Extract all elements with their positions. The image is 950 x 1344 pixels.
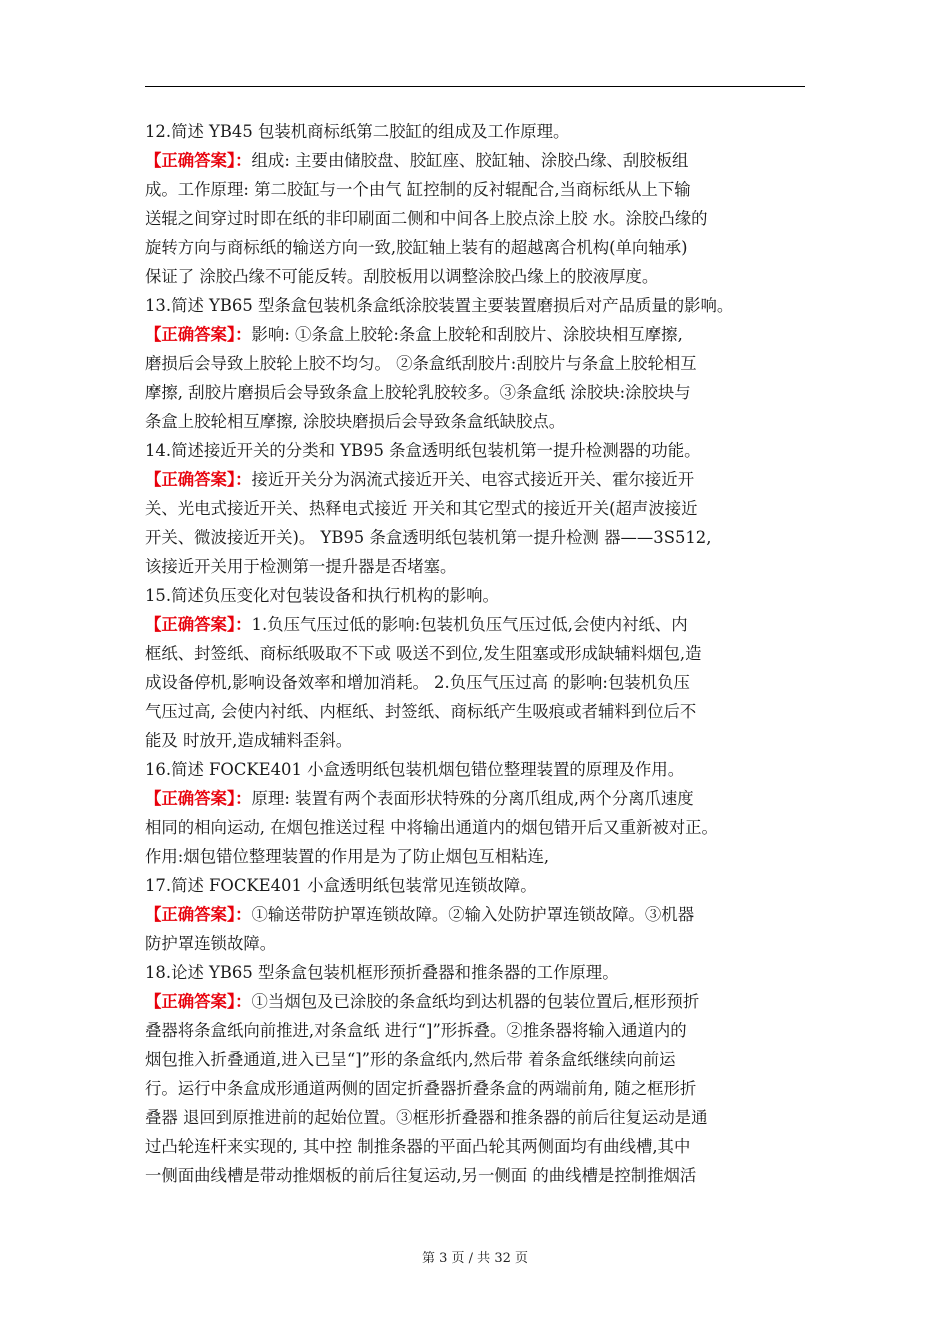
text-line (145, 639, 805, 668)
line-text: 15.简述负压变化对包装设备和执行机构的影响。 (145, 586, 499, 605)
answer-label: 【正确答案】： (145, 789, 252, 808)
question-line (145, 436, 805, 465)
text-line (145, 697, 805, 726)
question-line (145, 581, 805, 610)
answer-line (145, 987, 805, 1016)
text-line (145, 1103, 805, 1132)
text-line (145, 929, 805, 958)
line-text: ①当烟包及已涂胶的条盒纸均到达机器的包装位置后,框形预折 (251, 992, 700, 1011)
line-text: 叠器将条盒纸向前推进,对条盒纸 进行“]”形拆叠。②推条器将输入通道内的 (145, 1021, 687, 1040)
line-text: 叠器 退回到原推进前的起始位置。③框形折叠器和推条器的前后往复运动是通 (145, 1108, 708, 1127)
line-text: 1.负压气压过低的影响:包装机负压气压过低,会使内衬纸、内 (251, 615, 688, 634)
line-text: 相同的相向运动, 在烟包推送过程 中将输出通道内的烟包错开后又重新被对正。 (145, 818, 718, 837)
line-text: ①输送带防护罩连锁故障。②输入处防护罩连锁故障。③机器 (251, 905, 695, 924)
line-text: 送辊之间穿过时即在纸的非印刷面二侧和中间各上胶点涂上胶 水。涂胶凸缘的 (145, 209, 708, 228)
answer-line (145, 465, 805, 494)
line-text: 原理: 装置有两个表面形状特殊的分离爪组成,两个分离爪速度 (251, 789, 694, 808)
answer-line (145, 146, 805, 175)
page-footer: 第 3 页 / 共 32 页 (422, 1251, 528, 1266)
line-text: 接近开关分为涡流式接近开关、电容式接近开关、霍尔接近开 (251, 470, 695, 489)
question-line (145, 871, 805, 900)
line-text: 过凸轮连杆来实现的, 其中控 制推条器的平面凸轮其两侧面均有曲线槽,其中 (145, 1137, 691, 1156)
line-text: 开关、微波接近开关)。 YB95 条盒透明纸包装机第一提升检测 器——3S512, (145, 528, 712, 547)
line-text: 能及 时放开,造成辅料歪斜。 (145, 731, 353, 750)
text-line (145, 726, 805, 755)
text-line (145, 262, 805, 291)
text-line (145, 175, 805, 204)
line-text: 12.简述 YB45 包装机商标纸第二胶缸的组成及工作原理。 (145, 122, 570, 141)
line-text: 17.简述 FOCKE401 小盒透明纸包装常见连锁故障。 (145, 876, 537, 895)
text-line (145, 523, 805, 552)
answer-label: 【正确答案】： (145, 325, 252, 344)
answer-line (145, 784, 805, 813)
text-line (145, 552, 805, 581)
line-text: 框纸、封签纸、商标纸吸取不下或 吸送不到位,发生阻塞或形成缺辅料烟包,造 (145, 644, 702, 663)
text-line (145, 204, 805, 233)
line-text: 作用:烟包错位整理装置的作用是为了防止烟包互相粘连, (145, 847, 550, 866)
line-text: 一侧面曲线槽是带动推烟板的前后往复运动,另一侧面 的曲线槽是控制推烟活 (145, 1166, 697, 1185)
header-rule (145, 86, 805, 87)
text-line (145, 842, 805, 871)
text-line (145, 813, 805, 842)
line-text: 16.简述 FOCKE401 小盒透明纸包装机烟包错位整理装置的原理及作用。 (145, 760, 685, 779)
line-text: 磨损后会导致上胶轮上胶不均匀。 ②条盒纸刮胶片:刮胶片与条盒上胶轮相互 (145, 354, 697, 373)
line-text: 组成: 主要由储胶盘、胶缸座、胶缸轴、涂胶凸缘、刮胶板组 (251, 151, 689, 170)
line-text: 摩擦, 刮胶片磨损后会导致条盒上胶轮乳胶较多。③条盒纸 涂胶块:涂胶块与 (145, 383, 691, 402)
answer-label: 【正确答案】： (145, 992, 252, 1011)
text-line (145, 668, 805, 697)
answer-label: 【正确答案】： (145, 905, 252, 924)
line-text: 关、光电式接近开关、热释电式接近 开关和其它型式的接近开关(超声波接近 (145, 499, 698, 518)
answer-label: 【正确答案】： (145, 615, 252, 634)
text-line (145, 1016, 805, 1045)
question-line (145, 117, 805, 146)
line-text: 旋转方向与商标纸的输送方向一致,胶缸轴上装有的超越离合机构(单向轴承) (145, 238, 688, 257)
text-line (145, 1074, 805, 1103)
document-body (145, 117, 805, 1190)
text-line (145, 1045, 805, 1074)
line-text: 14.简述接近开关的分类和 YB95 条盒透明纸包装机第一提升检测器的功能。 (145, 441, 701, 460)
text-line (145, 349, 805, 378)
line-text: 成设备停机,影响设备效率和增加消耗。 2.负压气压过高 的影响:包装机负压 (145, 673, 690, 692)
line-text: 保证了 涂胶凸缘不可能反转。刮胶板用以调整涂胶凸缘上的胶液厚度。 (145, 267, 659, 286)
answer-label: 【正确答案】： (145, 151, 252, 170)
question-line (145, 958, 805, 987)
question-line (145, 291, 805, 320)
line-text: 成。工作原理: 第二胶缸与一个由气 缸控制的反衬辊配合,当商标纸从上下输 (145, 180, 691, 199)
text-line (145, 233, 805, 262)
line-text: 烟包推入折叠通道,进入已呈“]”形的条盒纸内,然后带 着条盒纸继续向前运 (145, 1050, 676, 1069)
line-text: 行。运行中条盒成形通道两侧的固定折叠器折叠条盒的两端前角, 随之框形折 (145, 1079, 697, 1098)
question-line (145, 755, 805, 784)
text-line (145, 1161, 805, 1190)
line-text: 该接近开关用于检测第一提升器是否堵塞。 (145, 557, 457, 576)
line-text: 影响: ①条盒上胶轮:条盒上胶轮和刮胶片、涂胶块相互摩擦, (251, 325, 683, 344)
text-line (145, 1132, 805, 1161)
line-text: 18.论述 YB65 型条盒包装机框形预折叠器和推条器的工作原理。 (145, 963, 619, 982)
answer-line (145, 320, 805, 349)
line-text: 条盒上胶轮相互摩擦, 涂胶块磨损后会导致条盒纸缺胶点。 (145, 412, 566, 431)
line-text: 气压过高, 会使内衬纸、内框纸、封签纸、商标纸产生吸痕或者辅料到位后不 (145, 702, 697, 721)
text-line (145, 378, 805, 407)
answer-line (145, 900, 805, 929)
line-text: 13.简述 YB65 型条盒包装机条盒纸涂胶装置主要装置磨损后对产品质量的影响。 (145, 296, 734, 315)
answer-label: 【正确答案】： (145, 470, 252, 489)
line-text: 防护罩连锁故障。 (145, 934, 277, 953)
text-line (145, 494, 805, 523)
answer-line (145, 610, 805, 639)
text-line (145, 407, 805, 436)
